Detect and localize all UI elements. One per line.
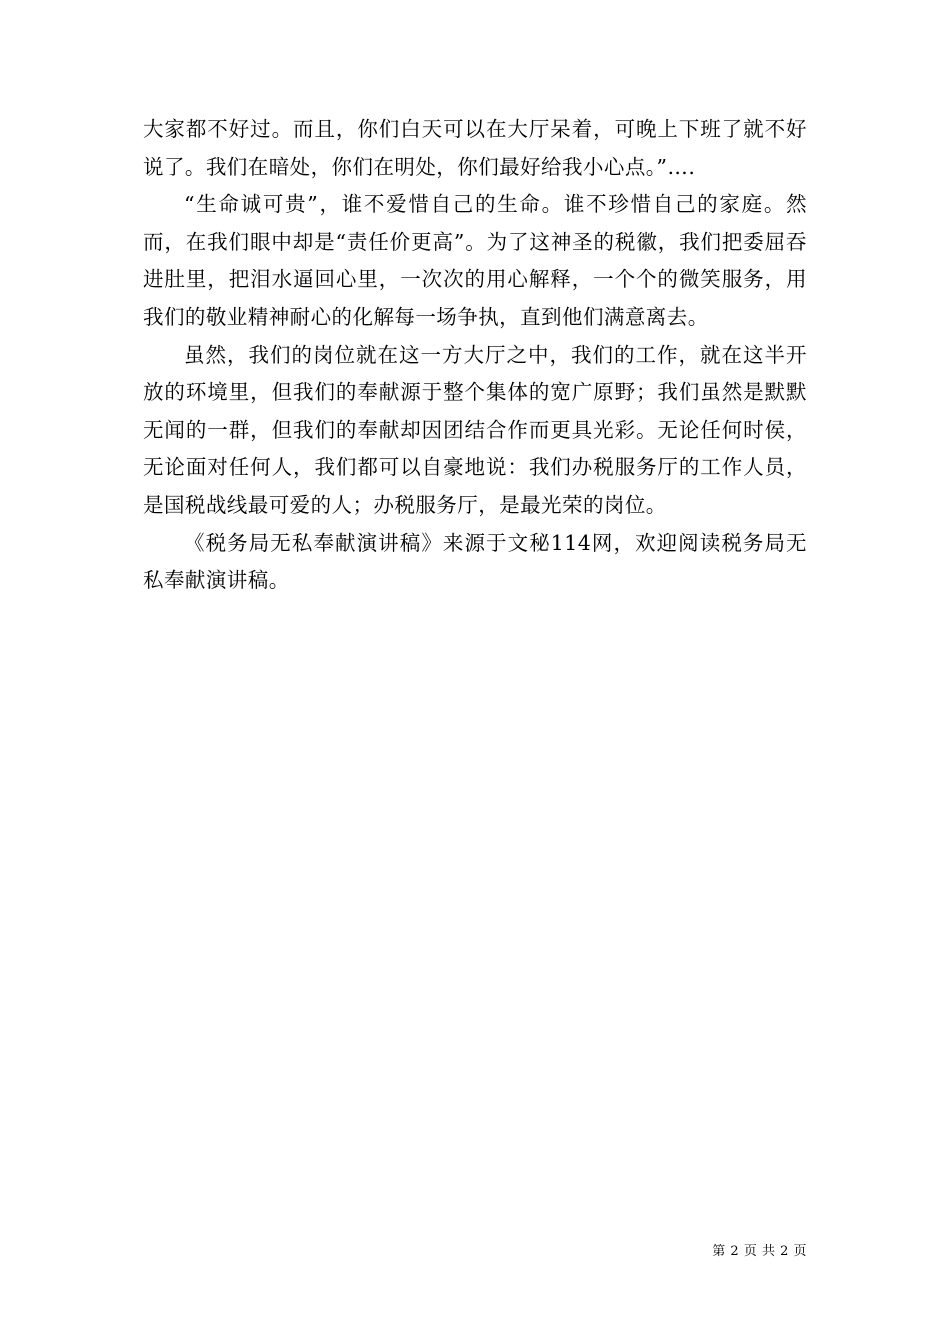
document-body bbox=[143, 111, 807, 600]
page-number: 第 2 页 共 2 页 bbox=[712, 1244, 807, 1259]
paragraph-dedication: 虽然，我们的岗位就在这一方大厅之中，我们的工作，就在这半开放的环境里，但我们的奉献源于整个集体的宽广原野；我们虽然是默默无闻的一群，但我们的奉献却因团结合作而更具光彩。无论任何时侯，无论面对任何人，我们都可以自豪地说：我们办税服务厅的工作人员，是国税战线最可爱的人；办税服务厅，是最光荣的岗位。 bbox=[143, 342, 807, 517]
paragraph-life-responsibility: “生命诚可贵”，谁不爱惜自己的生命。谁不珍惜自己的家庭。然而，在我们眼中却是“责任价更高”。为了这神圣的税徽，我们把委屈吞进肚里，把泪水逼回心里，一次次的用心解释，一个个的微笑服务，用我们的敬业精神耐心的化解每一场争执，直到他们满意离去。 bbox=[143, 192, 807, 329]
paragraph-continuation: 大家都不好过。而且，你们白天可以在大厅呆着，可晚上下班了就不好说了。我们在暗处，你们在明处，你们最好给我小心点。”…. bbox=[143, 117, 807, 179]
paragraph-source-note: 《税务局无私奉献演讲稿》来源于文秘114网，欢迎阅读税务局无私奉献演讲稿。 bbox=[143, 530, 807, 593]
